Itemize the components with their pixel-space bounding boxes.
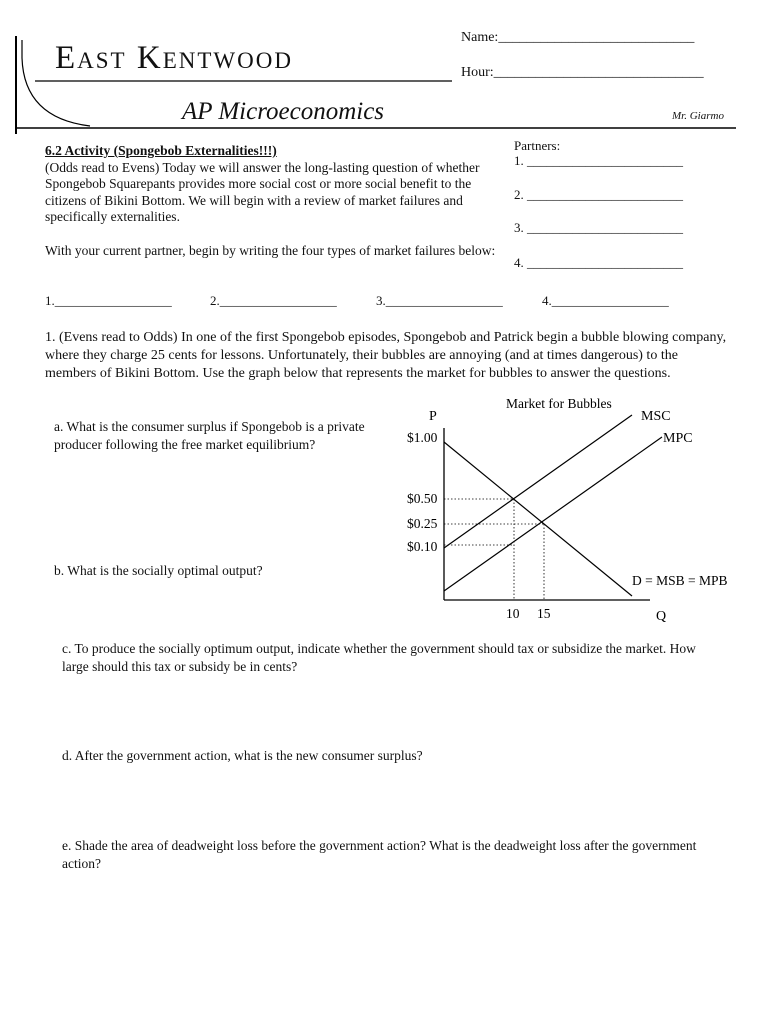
activity-title: 6.2 Activity (Spongebob Externalities!!!) (45, 143, 277, 158)
label-mpc: MPC (663, 431, 693, 446)
curve-msc (444, 415, 632, 548)
name-field (461, 30, 694, 46)
partner-line-2: 2. ________________________ (514, 187, 683, 202)
school-name: East Kentwood (55, 40, 293, 76)
question-d: d. After the government action, what is the new consumer surplus? (62, 748, 423, 763)
activity-instruction: With your current partner, begin by writing the four types of market failures below: (45, 242, 496, 258)
activity-intro: (Odds read to Evens) Today we will answer the long-lasting question of whether Spongebob Squarepants provides more social cost or more social benefit to the citizens of Bikini Bottom. We will begin with a review of market failures and specifically externalities. (45, 159, 480, 224)
x-axis-label: Q (656, 609, 667, 624)
curve-demand (444, 442, 632, 596)
hour-blank: ______________________________ (493, 65, 704, 80)
market-failure-4: 4.__________________ (542, 293, 669, 308)
teacher-name: Mr. Giarmo (672, 110, 724, 122)
price-tick-2: $0.50 (407, 491, 438, 506)
hour-field (461, 65, 704, 81)
partner-line-1: 1. ________________________ (514, 153, 683, 168)
hour-label: Hour: (461, 65, 494, 80)
partner-line-4: 4. ________________________ (514, 255, 683, 270)
label-msc: MSC (641, 409, 671, 424)
quantity-tick-2: 15 (537, 606, 551, 621)
price-tick-1: $1.00 (407, 430, 438, 445)
market-failure-2: 2.__________________ (210, 293, 337, 308)
partners-label: Partners: (514, 138, 561, 153)
chart-title: Market for Bubbles (506, 396, 612, 411)
question-e: e. Shade the area of deadweight loss before the government action? What is the deadweight loss after the government action? (62, 838, 697, 871)
question-b: b. What is the socially optimal output? (54, 563, 263, 578)
market-failure-1: 1.__________________ (45, 293, 172, 308)
market-for-bubbles-chart (400, 390, 750, 630)
name-label: Name: (461, 30, 499, 45)
activity-intro-block (45, 143, 497, 259)
y-axis-label: P (429, 409, 437, 424)
partner-line-3: 3. ________________________ (514, 220, 683, 235)
question-a: a. What is the consumer surplus if Spongebob is a private producer following the free market equilibrium? (54, 419, 365, 452)
price-tick-4: $0.10 (407, 539, 438, 554)
price-tick-3: $0.25 (407, 516, 438, 531)
name-blank: ____________________________ (498, 30, 695, 45)
quantity-tick-1: 10 (506, 606, 520, 621)
market-failure-3: 3.__________________ (376, 293, 503, 308)
question-c: c. To produce the socially optimum output, indicate whether the government should tax or subsidize the market. How large should this tax or subsidy be in cents? (62, 641, 696, 674)
label-demand: D = MSB = MPB (632, 573, 728, 588)
curve-mpc (444, 437, 662, 591)
question-1: 1. (Evens read to Odds) In one of the first Spongebob episodes, Spongebob and Patrick begin a bubble blowing company, where they charge 25 cents for lessons. Unfortunately, their bubbles are annoying (and at times dangerous) to the members of Bikini Bottom. Use the graph below that represents the market for bubbles to answer the questions. (45, 330, 727, 381)
course-title: AP Microeconomics (182, 98, 385, 125)
